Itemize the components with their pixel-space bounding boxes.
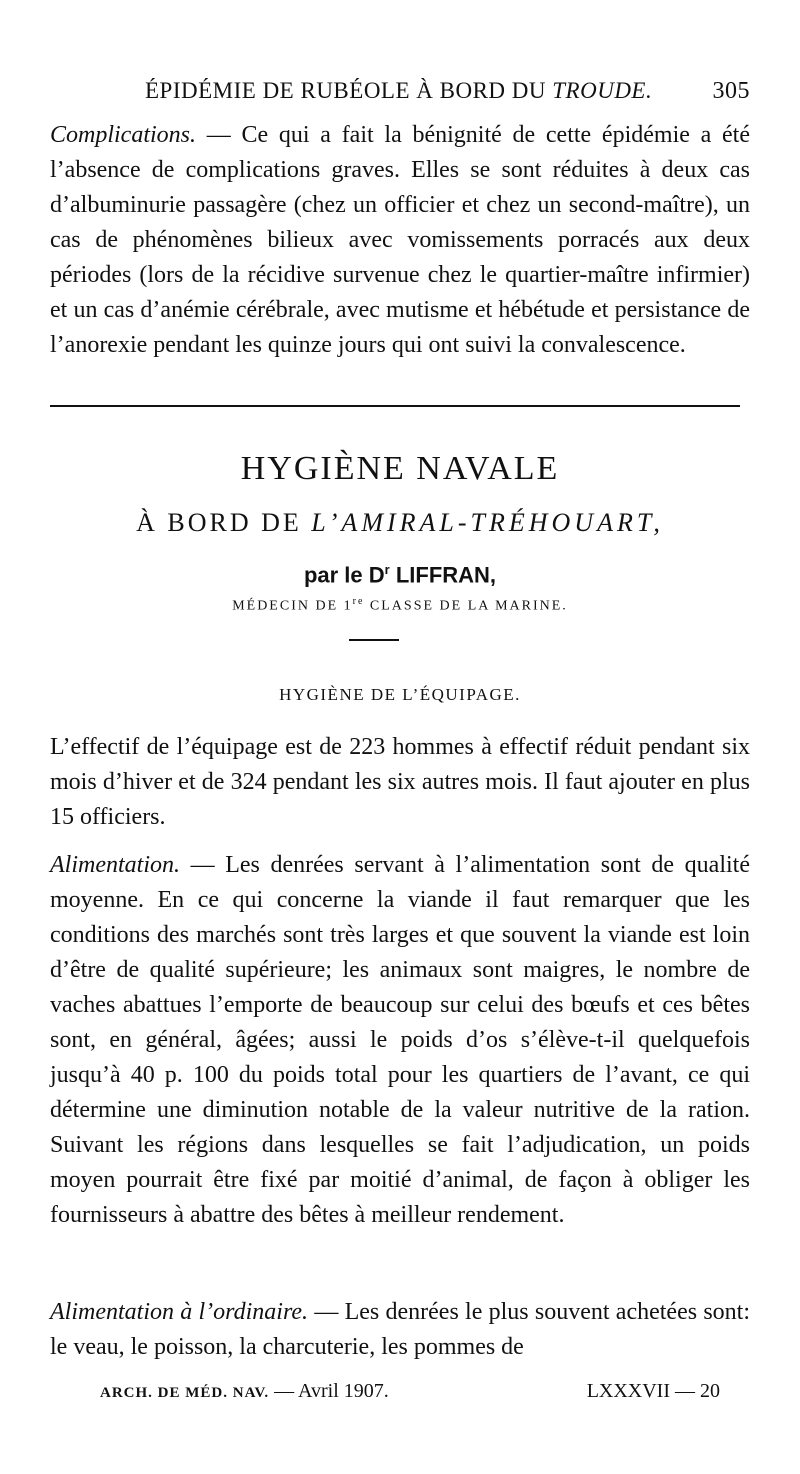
heading-divider [349,639,399,641]
page-footer [100,1378,720,1408]
paragraph-ordinaire [50,1295,750,1365]
footer-volume: LXXXVII — 20 [586,1380,720,1402]
paragraph-text: — Ce qui a fait la bénignité de cette épidémie a été l’absence de complications graves. Elles se sont réduites à deux cas d’albuminurie passagère (chez un officier et chez un second-maître), un cas de phénomènes bilieux avec vomissements porracés aux deux périodes (lors de la récidive survenue chez le quartier-maître infirmier) et un cas d’anémie cérébrale, avec mutisme et hébétude et persistance de l’anorexie pendant les quinze jours qui ont suivi la convalescence. [50,122,750,358]
author-rank: MÉDECIN DE 1re CLASSE DE LA MARINE. [232,596,568,614]
running-head [50,74,750,110]
paragraph-alimentation [50,848,750,1233]
article-subtitle: À BORD DE L’AMIRAL-TRÉHOUART, [136,508,664,537]
paragraph-lead: Alimentation. [50,852,180,878]
running-title: ÉPIDÉMIE DE RUBÉOLE À BORD DU TROUDE. [145,78,653,103]
section-divider [50,405,740,407]
footer-journal: ARCH. DE MÉD. NAV. — Avril 1907. [100,1380,389,1402]
paragraph-lead: Alimentation à l’ordinaire. [50,1299,309,1325]
paragraph-complications [50,118,750,363]
paragraph-effectif: L’effectif de l’équipage est de 223 hommes à effectif réduit pendant six mois d’hiver et de 324 pendant les six autres mois. Il faut ajouter en plus 15 officiers. [50,734,750,830]
paragraph-lead: Complications. [50,122,197,148]
section-heading: HYGIÈNE DE L’ÉQUIPAGE. [279,685,521,704]
article-title: HYGIÈNE NAVALE [240,450,560,487]
paragraph-text: — Les denrées le plus souvent achetées sont: le veau, le poisson, la charcuterie, les pommes de [50,1299,751,1360]
paragraph-text: — Les denrées servant à l’alimentation sont de qualité moyenne. En ce qui concerne la viande il faut remarquer que les conditions des marchés sont très larges et que souvent la viande est loin d’être de qualité supérieure; les animaux sont maigres, le nombre de vaches abattues l’emporte de beaucoup sur celui des bœufs et ces bêtes sont, en général, âgées; aussi le poids d’os s’élève-t-il quelquefois jusqu’à 40 p. 100 du poids total pour les quartiers de l’avant, ce qui détermine une diminution notable de la valeur nutritive de la ration. Suivant les régions dans lesquelles se fait l’adjudication, un poids moyen pourrait être fixé par moitié d’animal, de façon à obliger les fournisseurs à abattre des bêtes à meilleur rendement. [50,852,750,1228]
page-number: 305 [712,78,750,104]
article-author: par le $D^r$ LIFFRAN, [303,562,497,588]
